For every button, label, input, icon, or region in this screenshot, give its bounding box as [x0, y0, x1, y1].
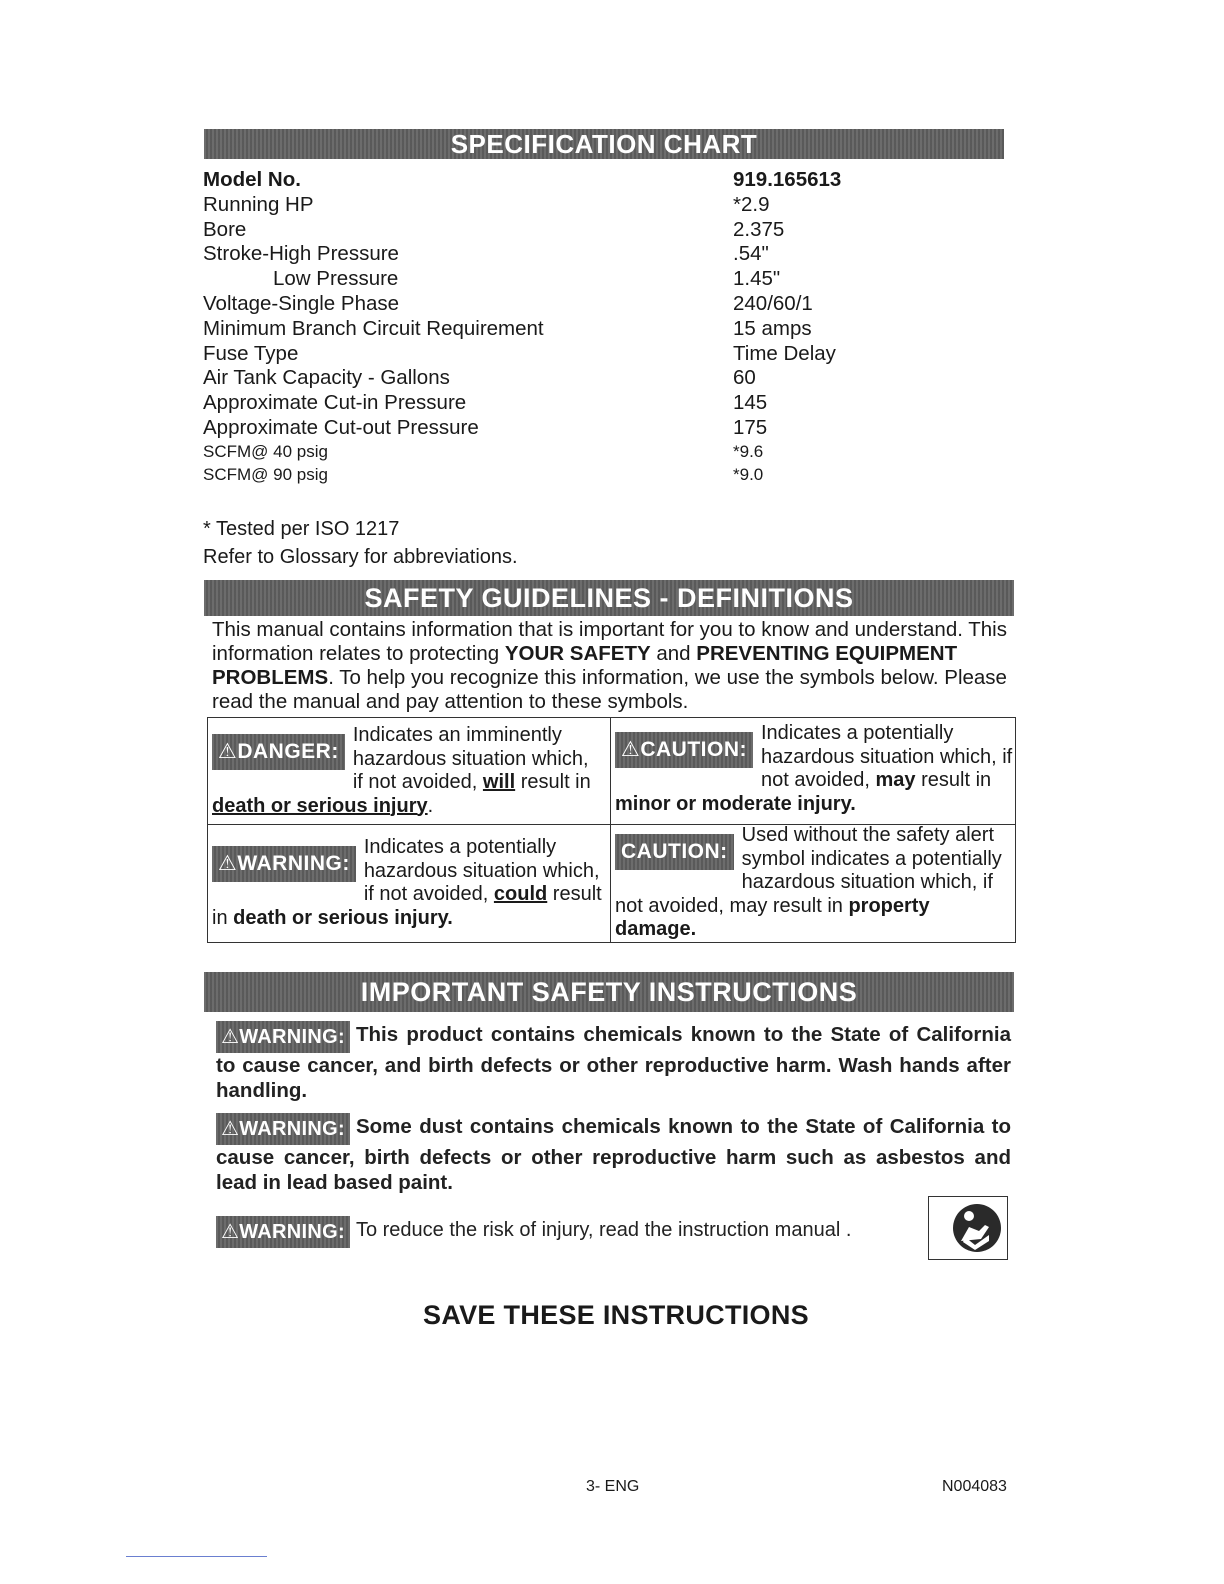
spec-label: SCFM@ 40 psig [203, 441, 328, 461]
divider [126, 1556, 267, 1557]
spec-label: Running HP [203, 192, 314, 216]
intro-emphasis: YOUR SAFETY [504, 642, 651, 665]
caution-plain-definition [615, 824, 1013, 942]
warning-block [216, 1113, 1011, 1195]
definition-emphasis: minor or moderate injury. [615, 792, 856, 815]
definition-text: . [427, 794, 434, 817]
definition-emphasis: death or serious injury. [233, 906, 453, 929]
definition-text: Used without the safety alert symbol indicates a potentially hazardous situation which, if not avoided, may result in [615, 824, 1002, 917]
spec-row [203, 366, 903, 391]
spec-label: Approximate Cut-in Pressure [203, 391, 467, 415]
spec-value: Time Delay [733, 341, 836, 365]
spec-row [203, 317, 903, 342]
spec-value: 1.45" [733, 267, 781, 291]
caution-badge: CAUTION: [615, 834, 734, 870]
page-number: 3- ENG [586, 1478, 640, 1495]
definition-emphasis: death or serious injury [212, 794, 428, 817]
spec-table [203, 168, 903, 487]
spec-row [203, 342, 903, 367]
glossary-note: Refer to Glossary for abbreviations. [203, 546, 518, 568]
warning-badge: ⚠WARNING: [216, 1113, 350, 1145]
safety-intro [212, 618, 1012, 714]
spec-row [203, 267, 903, 292]
spec-value: 60 [733, 366, 756, 390]
spec-value: 15 amps [733, 316, 812, 340]
spec-value: 919.165613 [733, 168, 842, 191]
spec-header-row [203, 168, 903, 193]
definition-text: result in [915, 769, 992, 791]
intro-text: This manual contains information that is important for you to know and understand. This information relates to protecting [212, 618, 1007, 665]
spec-label: Minimum Branch Circuit Requirement [203, 316, 544, 340]
safety-guidelines-title: SAFETY GUIDELINES - DEFINITIONS [204, 580, 1014, 616]
tested-note: * Tested per ISO 1217 [203, 518, 400, 540]
definition-text: Indicates a potentially hazardous situation which, if not avoided, [760, 722, 1013, 791]
definition-emphasis: may [875, 769, 916, 791]
definition-text: result in [515, 771, 591, 793]
caution-badge: ⚠CAUTION: [615, 732, 753, 768]
definition-text: Indicates an imminently hazardous situation which, if not avoided, [352, 724, 589, 793]
definition-emphasis: will [482, 771, 516, 793]
spec-chart-title: SPECIFICATION CHART [204, 129, 1004, 159]
spec-value: 145 [733, 391, 768, 415]
danger-definition [212, 724, 604, 818]
spec-row [203, 193, 903, 218]
spec-row [203, 416, 903, 441]
spec-label: SCFM@ 90 psig [203, 464, 328, 484]
spec-label: Air Tank Capacity - Gallons [203, 366, 450, 390]
spec-label: Approximate Cut-out Pressure [203, 415, 479, 439]
spec-value: 240/60/1 [733, 291, 813, 315]
spec-label: Fuse Type [203, 341, 299, 365]
document-code: N004083 [942, 1478, 1007, 1495]
grid-divider [610, 718, 611, 942]
warning-block [216, 1216, 926, 1248]
spec-value: *2.9 [733, 192, 770, 216]
warning-text: This product contains chemicals known to the State of California to cause cancer, and birth defects or other reproductive harm. Wash hands after handling. [216, 1023, 1011, 1102]
definition-text: result in [212, 883, 602, 929]
warning-block [216, 1021, 1011, 1103]
spec-row [203, 391, 903, 416]
important-instructions-title: IMPORTANT SAFETY INSTRUCTIONS [204, 972, 1014, 1012]
spec-row [203, 464, 903, 487]
danger-badge: ⚠DANGER: [212, 734, 345, 770]
spec-value: .54" [733, 242, 769, 266]
save-instructions-heading: SAVE THESE INSTRUCTIONS [423, 1300, 809, 1330]
warning-text: To reduce the risk of injury, read the instruction manual . [355, 1219, 852, 1241]
spec-label: Low Pressure [273, 267, 399, 291]
definition-text: Indicates a potentially hazardous situation which, if not avoided, [363, 836, 600, 905]
warning-badge: ⚠WARNING: [212, 846, 356, 882]
spec-value: *9.0 [733, 464, 764, 484]
spec-value: 175 [733, 415, 768, 439]
spec-label: Stroke-High Pressure [203, 242, 399, 266]
spec-row [203, 441, 903, 464]
warning-badge: ⚠WARNING: [216, 1216, 350, 1248]
intro-text: and [650, 642, 697, 665]
warning-text: Some dust contains chemicals known to the State of California to cause cancer, birth defects or other reproductive harm such as asbestos and lead in lead based paint. [216, 1115, 1011, 1194]
spec-row [203, 292, 903, 317]
warning-badge: ⚠WARNING: [216, 1021, 350, 1053]
intro-emphasis: PREVENTING EQUIPMENT PROBLEMS [212, 642, 958, 689]
definition-emphasis: property damage. [615, 894, 930, 940]
intro-text: . To help you recognize this information, we use the symbols below. Please read the manual and pay attention to these symbols. [212, 666, 1007, 713]
definitions-grid [207, 717, 1016, 943]
spec-label: Voltage-Single Phase [203, 291, 400, 315]
spec-row [203, 218, 903, 243]
spec-row [203, 242, 903, 267]
warning-definition [212, 836, 604, 930]
read-manual-icon [928, 1196, 1008, 1260]
spec-value: 2.375 [733, 217, 785, 241]
caution-alert-definition [615, 722, 1013, 816]
spec-label: Model No. [203, 168, 301, 191]
spec-label: Bore [203, 217, 247, 241]
spec-value: *9.6 [733, 441, 764, 461]
definition-emphasis: could [493, 883, 548, 905]
